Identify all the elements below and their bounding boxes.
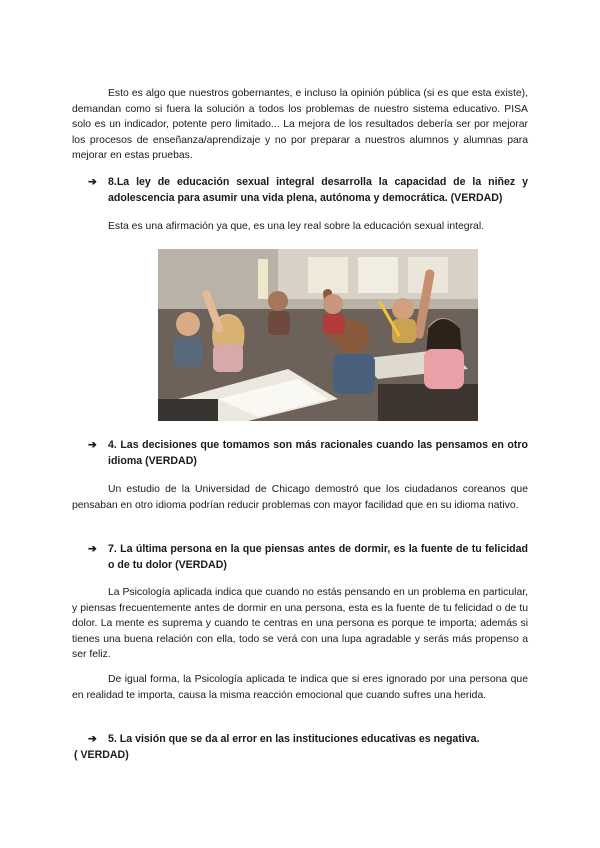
section-heading-4 [88, 437, 528, 469]
section-heading-5 [88, 731, 528, 747]
section-7-paragraph: La Psicología aplicada indica que cuando no estás pensando en un problema en particular, y piensas frecuentemente antes de dormir en una persona, esta es la fuente de tu felicidad o de tu dolor. La mente es suprema y cuando te centras en una persona es porque te importa; además si tienes una buena relación con ella, todo se verá con una lupa agradable y serás más propenso a ser feliz. [72, 587, 528, 661]
arrow-bullet-icon: ➔ [88, 176, 97, 188]
section-7-paragraph-2: De igual forma, la Psicología aplicada te indica que si eres ignorado por una persona que en realidad te importa, causa la misma reacción emocional que cuando sufres una herida. [72, 674, 528, 701]
arrow-bullet-icon: ➔ [88, 733, 97, 745]
section-heading-5-tail: ( VERDAD) [74, 749, 129, 761]
section-4-paragraph: Un estudio de la Universidad de Chicago demostró que los ciudadanos coreanos que pensaban en otro idioma podrían reducir problemas con mayor facilidad que en su idioma nativo. [72, 484, 528, 511]
intro-paragraph: Esto es algo que nuestros gobernantes, e incluso la opinión pública (si es que esta existe), demandan como si fuera la solución a todos los problemas de nuestro sistema educativo. PISA solo es un indicador, potente pero limitado... La mejora de los resultados debería ser por mejorar los procesos de enseñanza/aprendizaje y no por preparar a nuestros alumnos y alumnas para mejorar en estas pruebas. [72, 88, 528, 162]
classroom-photo [158, 249, 478, 421]
section-heading-8 [88, 174, 528, 206]
section-heading-4-text: 4. Las decisiones que tomamos son más racionales cuando las pensamos en otro idioma (VERDAD) [108, 439, 528, 467]
arrow-bullet-icon: ➔ [88, 543, 97, 555]
section-heading-5-text: 5. La visión que se da al error en las instituciones educativas es negativa. [108, 733, 480, 745]
arrow-bullet-icon: ➔ [88, 439, 97, 451]
section-heading-7 [88, 541, 528, 573]
section-8-paragraph: Esta es una afirmación ya que, es una ley real sobre la educación sexual integral. [108, 221, 485, 232]
section-heading-7-text: 7. La última persona en la que piensas antes de dormir, es la fuente de tu felicidad o de tu dolor (VERDAD) [108, 543, 528, 571]
section-heading-8-text: 8.La ley de educación sexual integral desarrolla la capacidad de la niñez y adolescencia para asumir una vida plena, autónoma y democrática. (VERDAD) [108, 176, 528, 204]
